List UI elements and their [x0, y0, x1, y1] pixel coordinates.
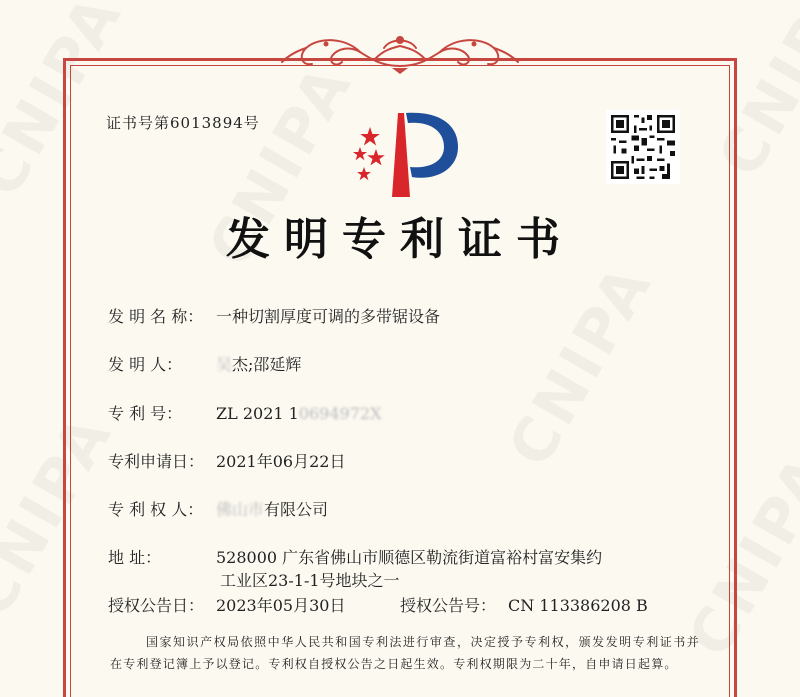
filing-date-value: 2021年06月22日 [216, 452, 346, 471]
grant-date-value: 2023年05月30日 [216, 596, 346, 615]
certificate-statement: 国家知识产权局依照中华人民共和国专利法进行审查，决定授予专利权，颁发发明专利证书并在专利登记簿上予以登记。专利权自授权公告之日起生效。专利权期限为二十年，自申请日起算。 [110, 635, 700, 671]
patent-number-obscured-value: 0694972X [298, 404, 382, 423]
field-address-line-2 [220, 568, 400, 591]
qr-code-icon [606, 110, 680, 184]
certificate-number: 证书号第6013894号 [106, 114, 260, 132]
invention-name-value: 一种切割厚度可调的多带锯设备 [216, 307, 441, 326]
address-line-1: 528000 广东省佛山市顺德区勒流街道富裕村富安集约 [216, 548, 603, 567]
field-label: 专利申请日： [108, 452, 205, 471]
address-line-2: 工业区23-1-1号地块之一 [220, 571, 400, 590]
field-grant-number [400, 593, 648, 616]
field-label: 专 利 号： [108, 404, 183, 423]
inventors-value: 杰;邵延辉 [232, 355, 302, 374]
certificate-title: 发明专利证书 [226, 214, 574, 265]
patentee-value: 有限公司 [264, 500, 329, 519]
field-invention-name [108, 304, 440, 327]
field-label: 发 明 名 称： [108, 307, 204, 326]
scroll-ornament-icon [280, 28, 520, 76]
patentee-obscured-value: 佛山市 [216, 500, 265, 519]
grant-number-value: CN 113386208 B [508, 596, 648, 615]
inventors-obscured-value: 吴 [216, 355, 233, 374]
cnipa-logo-icon [340, 105, 465, 205]
field-label: 授权公告号： [400, 596, 497, 615]
field-patent-number [108, 401, 381, 424]
field-patentee [108, 497, 328, 520]
field-label: 专 利 权 人： [108, 500, 204, 519]
field-filing-date [108, 449, 345, 472]
field-label: 地 址： [108, 548, 162, 567]
field-label: 发 明 人： [108, 355, 183, 374]
field-label: 授权公告日： [108, 596, 205, 615]
patent-number-value: ZL 2021 1 [216, 404, 299, 423]
field-inventors [108, 352, 301, 375]
field-address [108, 545, 602, 568]
field-grant-date [108, 593, 345, 616]
